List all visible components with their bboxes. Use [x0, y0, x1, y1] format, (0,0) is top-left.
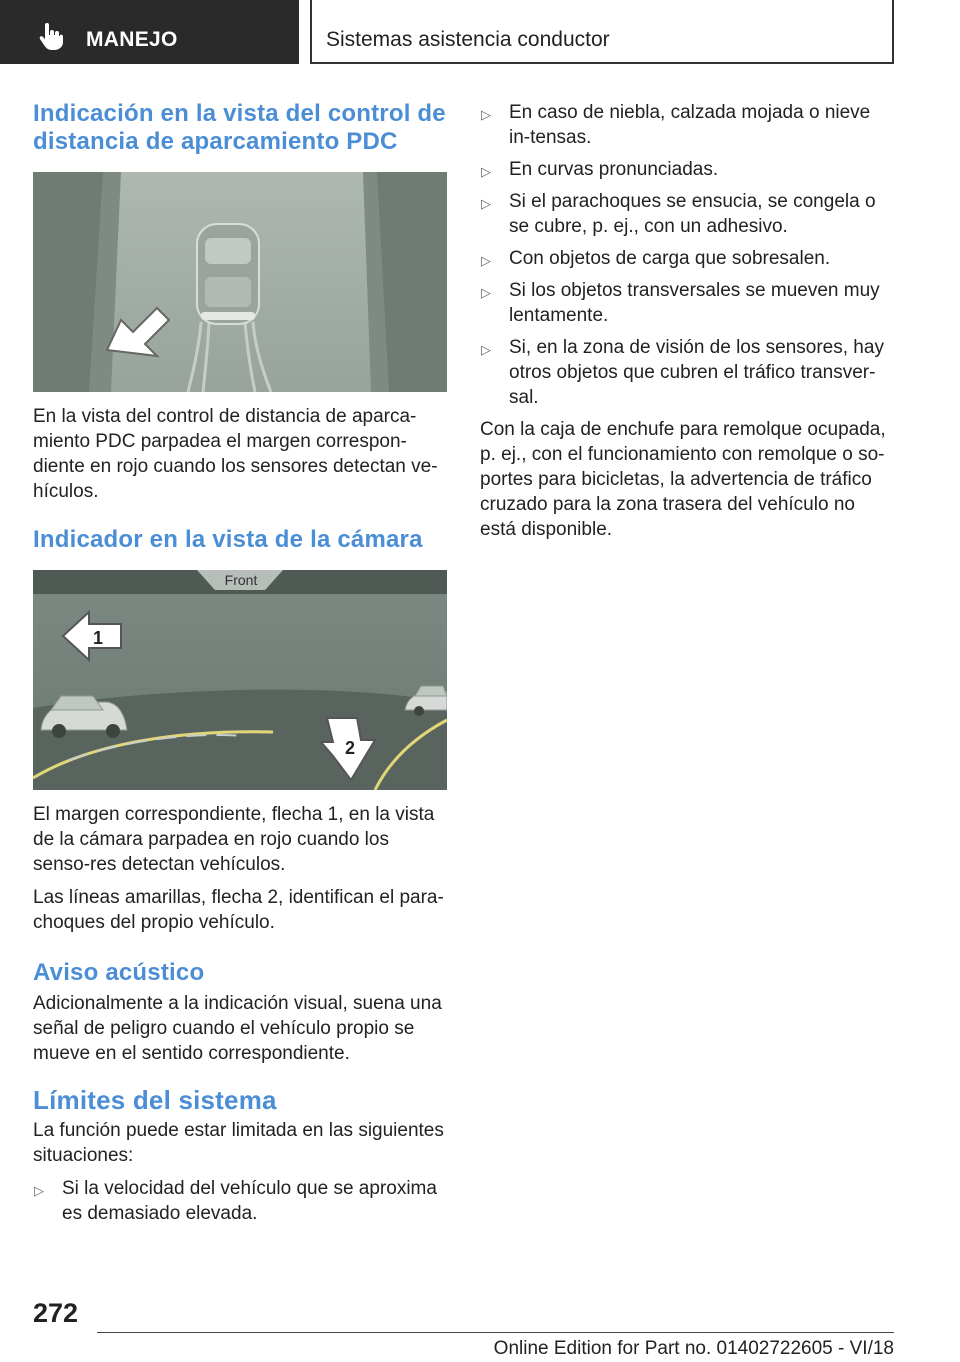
- camera-callout-2: 2: [345, 738, 356, 758]
- camera-description-1: El margen correspondiente, flecha 1, en la vista de la cámara parpadea en rojo cuando los senso-res detectan vehículos.: [33, 804, 435, 875]
- triangle-bullet-icon: ▷: [481, 342, 491, 357]
- pointing-hand-icon: [36, 22, 66, 52]
- header-section-tab: [0, 0, 299, 64]
- limits-intro: La función puede estar limitada en las siguientes situaciones:: [33, 1120, 444, 1166]
- pdc-description: En la vista del control de distancia de aparca-miento PDC parpadea el margen correspon-diente en rojo cuando los sensores detectan ve-hículos.: [33, 406, 438, 502]
- camera-callout-1: 1: [93, 628, 104, 648]
- list-item: ▷ En curvas pronunciadas.: [480, 157, 894, 182]
- triangle-bullet-icon: ▷: [481, 107, 491, 122]
- camera-view-figure: [33, 570, 447, 790]
- list-item: ▷ Si la velocidad del vehículo que se aproxima es demasiado elevada.: [34, 1178, 437, 1224]
- limits-list-right: [480, 100, 894, 410]
- right-column: [480, 100, 894, 550]
- list-item: ▷ Si, en la zona de visión de los sensores, hay otros objetos que cubren el tráfico transver-sal.: [481, 337, 884, 408]
- heading-pdc: Indicación en la vista del control de distancia de aparcamiento PDC: [33, 100, 446, 155]
- left-column: [33, 100, 447, 1233]
- triangle-bullet-icon: ▷: [481, 164, 491, 179]
- triangle-bullet-icon: ▷: [481, 253, 491, 268]
- closing-paragraph: Con la caja de enchufe para remolque ocupada, p. ej., con el funcionamiento con remolque o so-portes para bicicletas, la advertencia de tráfico cruzado para la zona trasera del vehículo no está disponible.: [480, 419, 886, 540]
- pdc-view-figure: [33, 172, 447, 392]
- triangle-bullet-icon: ▷: [34, 1183, 44, 1198]
- heading-camera: Indicador en la vista de la cámara: [33, 526, 423, 553]
- camera-front-label: Front: [224, 572, 258, 588]
- list-item: ▷ Si el parachoques se ensucia, se congela o se cubre, p. ej., con un adhesivo.: [481, 191, 876, 237]
- header-chapter-title: Sistemas asistencia conductor: [326, 28, 610, 51]
- limits-list-left: [33, 1176, 447, 1226]
- pdc-car: [197, 224, 259, 324]
- footer-edition: Online Edition for Part no. 01402722605 - VI/18: [493, 1338, 894, 1359]
- footer-divider: [97, 1332, 894, 1333]
- triangle-bullet-icon: ▷: [481, 285, 491, 300]
- list-item: ▷ Si los objetos transversales se mueven muy lentamente.: [481, 280, 880, 326]
- list-item: ▷ En caso de niebla, calzada mojada o nieve in-tensas.: [481, 102, 871, 148]
- triangle-bullet-icon: ▷: [481, 196, 491, 211]
- list-item: ▷ Con objetos de carga que sobresalen.: [480, 246, 894, 271]
- acoustic-description: Adicionalmente a la indicación visual, suena una señal de peligro cuando el vehículo propio se mueve en el sentido correspondiente.: [33, 993, 442, 1064]
- header-section-title: MANEJO: [86, 28, 178, 51]
- page-number: 272: [33, 1298, 79, 1328]
- heading-acoustic: Aviso acústico: [33, 959, 205, 986]
- heading-limits: Límites del sistema: [33, 1085, 277, 1115]
- header-chapter-box: [310, 0, 894, 64]
- camera-description-2: Las líneas amarillas, flecha 2, identifican el para-choques del propio vehículo.: [33, 887, 444, 933]
